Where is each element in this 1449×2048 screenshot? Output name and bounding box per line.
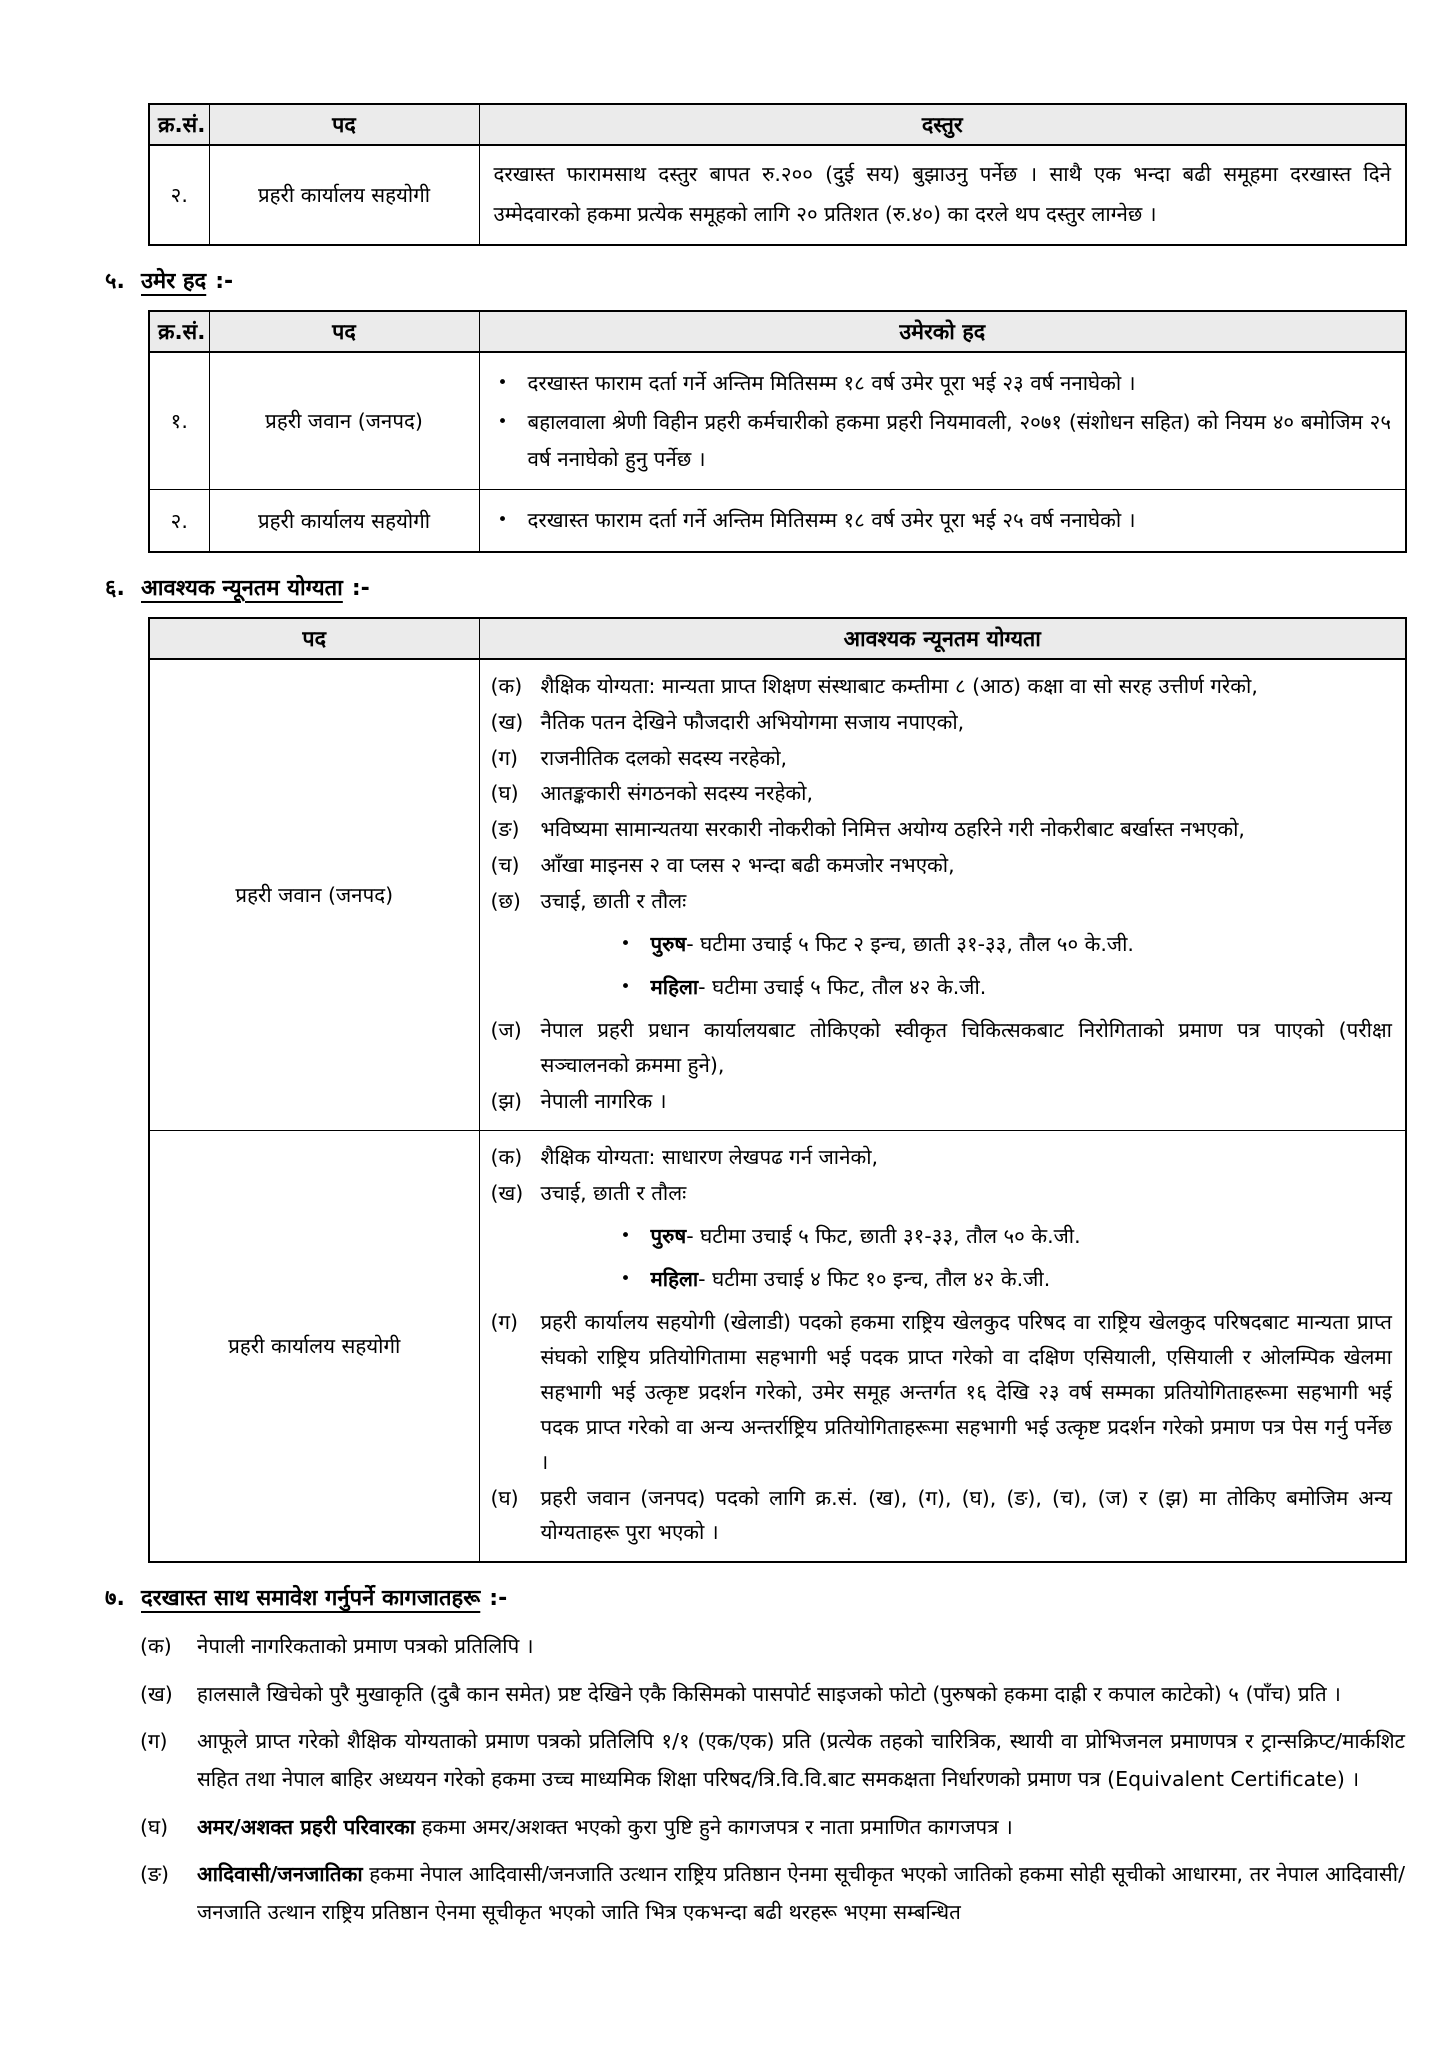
document-item-text — [197, 1675, 1405, 1713]
age-header-post: पद — [209, 311, 479, 352]
age-row-limit — [479, 352, 1406, 490]
fee-header-sn: क्र.सं. — [149, 104, 209, 145]
qual-subbullet-bold: महिला — [650, 974, 699, 999]
qual-item-text: शैक्षिक योग्यता: मान्यता प्राप्त शिक्षण संस्थाबाट कम्तीमा ८ (आठ) कक्षा वा सो सरह उत्तीर्ण गरेको, — [540, 673, 1258, 698]
qualification-table — [148, 617, 1407, 1563]
age-row-sn: १. — [149, 352, 209, 490]
document-list-item — [105, 1808, 1405, 1846]
age-row-post: प्रहरी कार्यालय सहयोगी — [209, 490, 479, 552]
qual-item-label: (ख) — [490, 709, 524, 734]
qual-row-post: प्रहरी जवान (जनपद) — [149, 659, 479, 1131]
qual-item-text: नेपाली नागरिक । — [540, 1089, 667, 1114]
age-row-1-bullet-0-text: दरखास्त फाराम दर्ता गर्ने अन्तिम मितिसम्म १८ वर्ष उमेर पूरा भई २५ वर्ष ननाघेको । — [527, 508, 1136, 533]
document-item-label: (ख) — [140, 1681, 173, 1706]
age-row-sn: २. — [149, 490, 209, 552]
qual-item-label: (ज) — [490, 1018, 522, 1043]
qual-item-label: (क) — [490, 673, 523, 698]
qual-subbullet-bold: महिला — [650, 1266, 699, 1291]
qual-subbullet-text — [651, 927, 1393, 962]
qual-table-row — [149, 659, 1406, 1131]
qual-row-items — [479, 659, 1406, 1131]
fee-table-body — [149, 145, 1406, 245]
section-5-heading — [105, 265, 1405, 295]
qual-item-text: नेपाल प्रहरी प्रधान कार्यालयबाट तोकिएको स्वीकृत चिकित्सकबाट निरोगिताको प्रमाण पत्र पाएको (परीक्षा सञ्चालनको क्रममा हुने), — [540, 1018, 1392, 1078]
qual-item-label: (ग) — [490, 1310, 519, 1335]
qual-item-label: (च) — [490, 853, 520, 878]
qual-item-text: भविष्यमा सामान्यतया सरकारी नोकरीको निमित्त अयोग्य ठहरिने गरी नोकरीबाट बर्खास्त नभएको, — [540, 817, 1245, 842]
qual-item-text: शैक्षिक योग्यता: साधारण लेखपढ गर्न जानेको, — [540, 1145, 879, 1169]
qual-item — [491, 884, 1393, 1013]
document-item-text — [197, 1855, 1405, 1932]
qual-item-text: प्रहरी कार्यालय सहयोगी (खेलाडी) पदको हकमा राष्ट्रिय खेलकुद परिषद वा राष्ट्रिय खेलकुद परिषदबाट मान्यता प्राप्त संघको राष्ट्रिय प्रतियोगितामा सहभागी भई पदक प्राप्त गरेको वा दक्षिण एसियाली, एसियाली र ओलम्पिक खेलमा सहभागी भई उत्कृष्ट प्रदर्शन गरेको, उमेर समूह अन्तर्गत १६ देखि २३ वर्ष सम्मका प्रतियोगिताहरूमा सहभागी भई पदक प्राप्त गरेको वा अन्य अन्तर्राष्ट्रिय प्रतियोगिताहरूमा सहभागी भई उत्कृष्ट प्रदर्शन गरेको प्रमाण पत्र पेस गर्नु पर्नेछ । — [540, 1310, 1392, 1474]
qual-item-body — [541, 1140, 1393, 1175]
qual-item — [491, 776, 1393, 811]
qual-item-body — [541, 1176, 1393, 1305]
qual-item-body — [541, 884, 1393, 1013]
fee-row-fee: दरखास्त फारामसाथ दस्तुर बापत रु.२०० (दुई सय) बुझाउनु पर्नेछ । साथै एक भन्दा बढी समूहमा दरखास्त दिने उम्मेदवारको हकमा प्रत्येक समूहको लागि २० प्रतिशत (रु.४०) का दरले थप दस्तुर लाग्नेछ । — [479, 145, 1406, 245]
age-row-0-bullet-0-text: दरखास्त फाराम दर्ता गर्ने अन्तिम मितिसम्म १८ वर्ष उमेर पूरा भई २३ वर्ष ननाघेको । — [527, 370, 1136, 395]
qual-item-label: (झ) — [490, 1089, 522, 1114]
qual-item-text: आँखा माइनस २ वा प्लस २ भन्दा बढी कमजोर नभएको, — [540, 853, 955, 878]
qual-table-body — [149, 659, 1406, 1562]
qual-item-body — [541, 812, 1393, 847]
qual-item-label: (ख) — [490, 1180, 524, 1205]
bullet-icon: • — [620, 1225, 631, 1246]
qual-item-text: उचाई, छाती र तौलः — [540, 888, 687, 913]
qual-item-body — [541, 1084, 1393, 1119]
qual-item-body — [541, 848, 1393, 883]
fee-row-post: प्रहरी कार्यालय सहयोगी — [209, 145, 479, 245]
document-list-item — [105, 1855, 1405, 1932]
fee-table — [148, 103, 1407, 246]
section-6-number: ६. — [105, 575, 125, 601]
bullet-icon: • — [620, 1268, 631, 1289]
age-row-0-bullet-1 — [498, 404, 1392, 477]
bullet-icon: • — [497, 372, 508, 393]
section-5-title: उमेर हद — [141, 268, 207, 294]
qual-row-items — [479, 1131, 1406, 1563]
section-7-suffix: :- — [489, 1586, 508, 1612]
qual-subbullet-rest: - घटीमा उचाई ५ फिट, तौल ४२ के.जी. — [698, 974, 987, 999]
age-header-sn: क्र.सं. — [149, 311, 209, 352]
document-item-label: (क) — [140, 1634, 172, 1659]
qual-item-label: (घ) — [490, 1485, 519, 1510]
qual-item-body — [541, 776, 1393, 811]
qual-subbullet-rest: - घटीमा उचाई ४ फिट १० इन्च, तौल ४२ के.जी. — [698, 1266, 1051, 1291]
section-6-heading — [105, 572, 1405, 602]
document-item-rest: आफूले प्राप्त गरेको शैक्षिक योग्यताको प्रमाण पत्रको प्रतिलिपि १/१ (एक/एक) प्रति (प्रत्येक तहको चारित्रिक, स्थायी वा प्रोभिजनल प्रमाणपत्र र ट्रान्सक्रिप्ट/मार्कशिट सहित तथा नेपाल बाहिर अध्ययन गरेको हकमा उच्च माध्यमिक शिक्षा परिषद/त्रि.वि.वि.बाट समकक्षता निर्धारणको प्रमाण पत्र (Equivalent Certificate) । — [197, 1728, 1405, 1792]
document-item-text — [197, 1808, 1405, 1846]
qual-table-row — [149, 1131, 1406, 1563]
qual-item — [491, 1140, 1393, 1175]
document-item-label: (ग) — [140, 1728, 168, 1753]
qual-item-subbullets — [541, 1219, 1393, 1297]
qual-subbullet-text — [651, 970, 1393, 1005]
fee-row-sn: २. — [149, 145, 209, 245]
qual-item-body — [541, 705, 1393, 740]
qual-item — [491, 1013, 1393, 1083]
qual-subbullet — [621, 970, 1393, 1005]
qual-item — [491, 741, 1393, 776]
qual-item — [491, 848, 1393, 883]
fee-header-fee: दस्तुर — [479, 104, 1406, 145]
qual-item — [491, 1084, 1393, 1119]
qual-item — [491, 669, 1393, 704]
section-6-suffix: :- — [351, 575, 370, 601]
qual-item-text: उचाई, छाती र तौलः — [540, 1180, 687, 1205]
section-7-title: दरखास्त साथ समावेश गर्नुपर्ने कागजातहरू — [141, 1586, 481, 1612]
document-list-item — [105, 1675, 1405, 1713]
qual-item-body — [541, 741, 1393, 776]
fee-table-row — [149, 145, 1406, 245]
qual-subbullet — [621, 1219, 1393, 1254]
qual-item-body — [541, 1305, 1393, 1479]
qual-item-label: (ङ) — [490, 817, 520, 842]
document-item-bold: आदिवासी/जनजातिका — [197, 1861, 363, 1886]
qual-item — [491, 1481, 1393, 1551]
age-row-1-bullet-0 — [498, 502, 1392, 538]
age-table-row — [149, 352, 1406, 490]
qual-row-post: प्रहरी कार्यालय सहयोगी — [149, 1131, 479, 1563]
qual-item-body — [541, 669, 1393, 704]
qual-header-post: पद — [149, 618, 479, 659]
qual-subbullet — [621, 927, 1393, 962]
qual-item-label: (घ) — [490, 781, 519, 806]
section-5-suffix: :- — [215, 268, 234, 294]
section-6-title: आवश्यक न्यूनतम योग्यता — [141, 575, 343, 601]
qual-subbullet-rest: - घटीमा उचाई ५ फिट, छाती ३१-३३, तौल ५० के.जी. — [686, 1223, 1081, 1248]
document-item-label: (ङ) — [140, 1861, 170, 1886]
age-table-row — [149, 490, 1406, 552]
qual-item — [491, 705, 1393, 740]
document-item-text — [197, 1627, 1405, 1665]
document-item-rest: हालसालै खिचेको पुरै मुखाकृति (दुबै कान समेत) प्रष्ट देखिने एकै किसिमको पासपोर्ट साइजको फोटो (पुरुषको हकमा दाह्री र कपाल काटेको) ५ (पाँच) प्रति । — [197, 1681, 1341, 1706]
documents-list — [105, 1627, 1405, 1931]
qual-item-label: (छ) — [490, 888, 521, 913]
fee-table-header-row — [149, 104, 1406, 145]
age-table-body — [149, 352, 1406, 552]
qual-item-label: (क) — [490, 1145, 523, 1169]
bullet-icon: • — [497, 510, 508, 531]
qual-item — [491, 1305, 1393, 1479]
section-7-heading — [105, 1582, 1405, 1612]
qual-item — [491, 1176, 1393, 1305]
qual-subbullet-rest: - घटीमा उचाई ५ फिट २ इन्च, छाती ३१-३३, तौल ५० के.जी. — [686, 931, 1134, 956]
age-table-header-row — [149, 311, 1406, 352]
age-limit-table — [148, 310, 1407, 553]
qual-item-text: राजनीतिक दलको सदस्य नरहेको, — [540, 745, 788, 770]
qual-item — [491, 812, 1393, 847]
qual-subbullet — [621, 1262, 1393, 1297]
qual-item-text: आतङ्ककारी संगठनको सदस्य नरहेको, — [540, 781, 813, 806]
age-row-0-bullet-0 — [498, 365, 1392, 401]
bullet-icon: • — [497, 412, 508, 433]
qual-subbullet-text — [651, 1262, 1393, 1297]
qual-item-text: प्रहरी जवान (जनपद) पदको लागि क्र.सं. (ख), (ग), (घ), (ङ), (च), (ज) र (झ) मा तोकिए बमोजिम अन्य योग्यताहरू पुरा भएको । — [540, 1485, 1392, 1545]
document-item-rest: नेपाली नागरिकताको प्रमाण पत्रको प्रतिलिपि । — [197, 1634, 534, 1659]
bullet-icon: • — [620, 933, 631, 954]
age-row-post: प्रहरी जवान (जनपद) — [209, 352, 479, 490]
age-row-0-bullet-1-text: बहालवाला श्रेणी विहीन प्रहरी कर्मचारीको हकमा प्रहरी नियमावली, २०७१ (संशोधन सहित) को नियम ४० बमोजिम २५ वर्ष ननाघेको हुनु पर्नेछ । — [527, 410, 1391, 471]
qual-subbullet-bold: पुरुष — [650, 1223, 687, 1248]
qual-item-text: नैतिक पतन देखिने फौजदारी अभियोगमा सजाय नपाएको, — [540, 709, 965, 734]
bullet-icon: • — [620, 976, 631, 997]
qual-item-body — [541, 1013, 1393, 1083]
qual-item-body — [541, 1481, 1393, 1551]
document-item-label: (घ) — [140, 1814, 169, 1839]
qual-subbullet-text — [651, 1219, 1393, 1254]
qual-header-qual: आवश्यक न्यूनतम योग्यता — [479, 618, 1406, 659]
age-row-limit — [479, 490, 1406, 552]
fee-header-post: पद — [209, 104, 479, 145]
document-item-bold: अमर/अशक्त प्रहरी परिवारका — [197, 1814, 416, 1839]
section-7-number: ७. — [105, 1586, 125, 1612]
qual-item-subbullets — [541, 927, 1393, 1005]
qual-table-header-row — [149, 618, 1406, 659]
qual-item-label: (ग) — [490, 745, 519, 770]
document-item-rest: हकमा नेपाल आदिवासी/जनजाति उत्थान राष्ट्रिय प्रतिष्ठान ऐनमा सूचीकृत भएको जातिको हकमा सोही सूचीको आधारमा, तर नेपाल आदिवासी/जनजाति उत्थान राष्ट्रिय प्रतिष्ठान ऐनमा सूचीकृत भएको जाति भित्र एकभन्दा बढी थरहरू भएमा सम्बन्धित — [197, 1861, 1405, 1925]
document-item-rest: हकमा अमर/अशक्त भएको कुरा पुष्टि हुने कागजपत्र र नाता प्रमाणित कागजपत्र । — [415, 1814, 1013, 1839]
section-5-number: ५. — [105, 268, 125, 294]
qual-subbullet-bold: पुरुष — [650, 931, 687, 956]
document-list-item — [105, 1627, 1405, 1665]
document-item-text — [197, 1722, 1405, 1799]
document-list-item — [105, 1722, 1405, 1799]
age-header-limit: उमेरको हद — [479, 311, 1406, 352]
